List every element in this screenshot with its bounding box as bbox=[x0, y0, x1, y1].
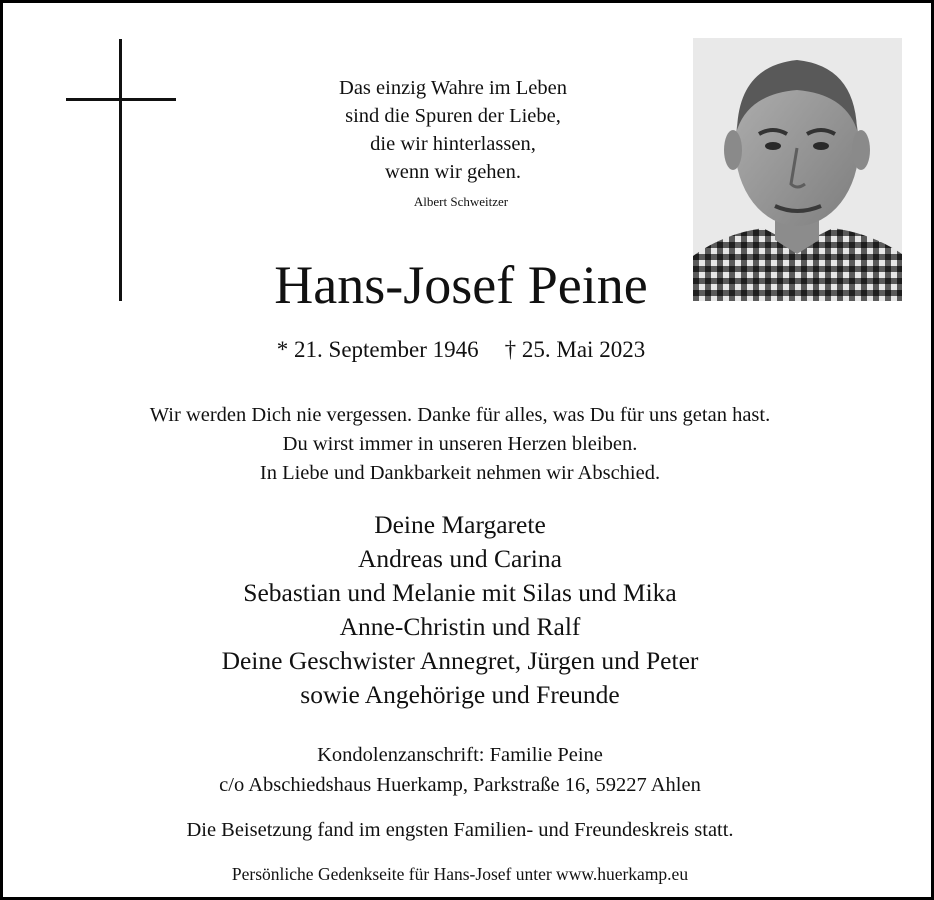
quote-line: die wir hinterlassen, bbox=[370, 133, 536, 155]
family-line: Andreas und Carina bbox=[358, 544, 562, 573]
quote-line: wenn wir gehen. bbox=[384, 161, 522, 183]
quote-line: Das einzig Wahre im Leben bbox=[339, 77, 567, 99]
memorial-page-note: Persönliche Gedenkseite für Hans-Josef unter www.huerkamp.eu bbox=[231, 864, 689, 884]
portrait-image bbox=[693, 38, 902, 301]
address-line: c/o Abschiedshaus Huerkamp, Parkstraße 16, 59227 Ahlen bbox=[219, 774, 701, 796]
family-line: Deine Geschwister Annegret, Jürgen und Peter bbox=[221, 646, 699, 675]
family-line: Deine Margarete bbox=[374, 510, 546, 539]
cross-icon-horizontal bbox=[66, 98, 176, 101]
life-dates bbox=[153, 337, 769, 363]
birth-date: * 21. September 1946 bbox=[276, 337, 479, 362]
quote-author: Albert Schweitzer bbox=[413, 194, 509, 209]
condolence-address bbox=[63, 740, 857, 800]
message-line: Du wirst immer in unseren Herzen bleiben. bbox=[282, 433, 638, 455]
quote bbox=[253, 74, 653, 186]
family-line: Sebastian und Melanie mit Silas und Mika bbox=[243, 578, 677, 607]
family-list bbox=[63, 508, 857, 712]
message-line: In Liebe und Dankbarkeit nehmen wir Abschied. bbox=[259, 462, 661, 484]
portrait-photo bbox=[693, 38, 902, 301]
farewell-message bbox=[43, 401, 877, 488]
family-line: sowie Angehörige und Freunde bbox=[300, 680, 620, 709]
cross-icon-vertical bbox=[119, 39, 122, 301]
deceased-name: Hans-Josef Peine bbox=[274, 255, 648, 315]
burial-note: Die Beisetzung fand im engsten Familien- und Freundeskreis statt. bbox=[186, 819, 734, 841]
quote-line: sind die Spuren der Liebe, bbox=[345, 105, 561, 127]
family-line: Anne-Christin und Ralf bbox=[339, 612, 581, 641]
message-line: Wir werden Dich nie vergessen. Danke für alles, was Du für uns getan hast. bbox=[149, 404, 771, 426]
death-date: † 25. Mai 2023 bbox=[504, 337, 646, 362]
address-line: Kondolenzanschrift: Familie Peine bbox=[317, 744, 603, 766]
